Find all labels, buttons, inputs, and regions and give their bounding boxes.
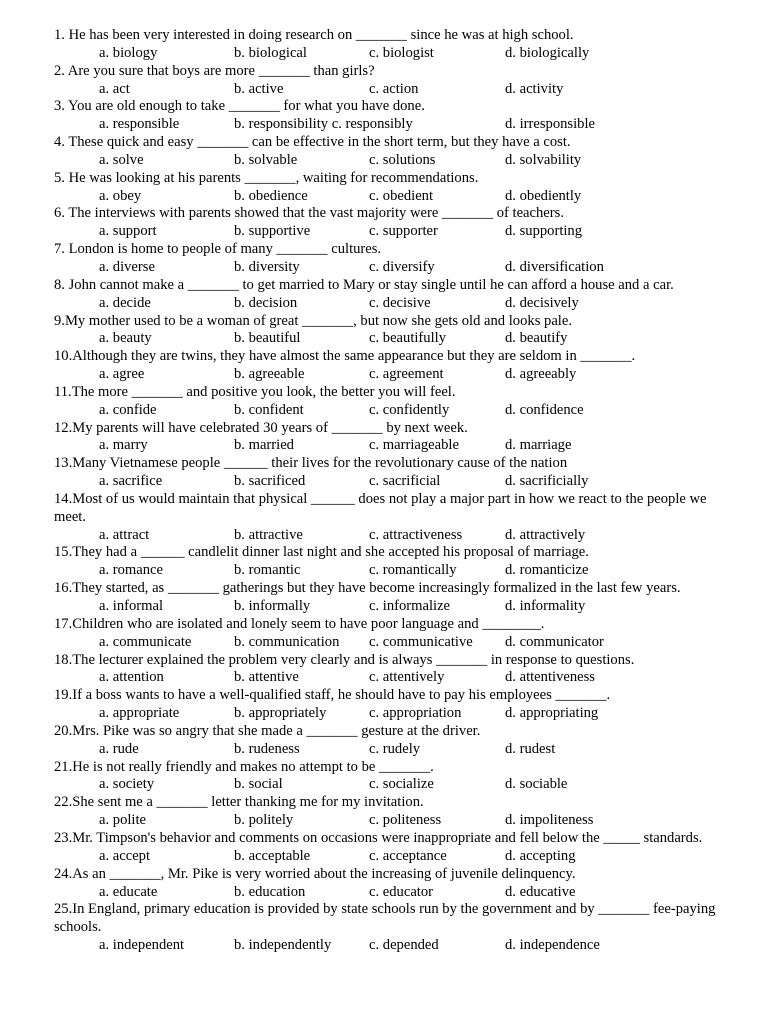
question-1 <box>54 27 734 63</box>
answer-options <box>54 366 734 384</box>
option-a: a. beauty <box>99 330 152 347</box>
option-a: a. diverse <box>99 258 155 275</box>
question-9 <box>54 313 734 349</box>
answer-options <box>54 741 734 759</box>
option-c: c. solutions <box>369 151 436 168</box>
question-10 <box>54 348 734 384</box>
option-d: d. appropriating <box>505 705 599 722</box>
option-a: a. marry <box>99 437 148 454</box>
option-a: a. rude <box>99 740 139 757</box>
option-b: b. solvable <box>234 151 298 168</box>
question-stem: 6. The interviews with parents showed that the vast majority were _______ of teachers. <box>54 205 564 222</box>
question-8 <box>54 277 734 313</box>
option-b: b. communication <box>234 633 340 650</box>
option-d: d. biologically <box>505 44 590 61</box>
question-16 <box>54 580 734 616</box>
question-14 <box>54 491 734 545</box>
question-stem: 17.Children who are isolated and lonely seem to have poor language and ________. <box>54 615 545 632</box>
option-c: c. supporter <box>369 223 438 240</box>
option-c: c. politeness <box>369 812 442 829</box>
option-c: c. socialize <box>369 776 434 793</box>
answer-options <box>54 669 734 687</box>
option-c: c. action <box>369 80 419 97</box>
option-c: c. attentively <box>369 669 445 686</box>
option-a: a. responsible <box>99 116 180 133</box>
option-d: d. marriage <box>505 437 572 454</box>
question-stem: 21.He is not really friendly and makes no attempt to be _______. <box>54 758 434 775</box>
option-d: d. agreeably <box>505 366 577 383</box>
answer-options <box>54 473 734 491</box>
question-stem: 15.They had a ______ candlelit dinner last night and she accepted his proposal of marriage. <box>54 544 589 561</box>
question-stem: 25.In England, primary education is provided by state schools run by the government and by _______ fee-paying schools. <box>54 901 720 936</box>
option-b: b. independently <box>234 937 332 954</box>
option-a: a. appropriate <box>99 705 180 722</box>
option-c: c. obedient <box>369 187 434 204</box>
answer-options <box>54 705 734 723</box>
question-stem: 11.The more _______ and positive you look, the better you will feel. <box>54 383 456 400</box>
option-c: c. diversify <box>369 258 435 275</box>
option-d: d. impoliteness <box>505 812 594 829</box>
option-d: d. sociable <box>505 776 568 793</box>
answer-options <box>54 812 734 830</box>
option-b: b. attractive <box>234 526 303 543</box>
option-b: b. sacrificed <box>234 473 306 490</box>
answer-options <box>54 223 734 241</box>
answer-options <box>54 45 734 63</box>
option-b: b. active <box>234 80 284 97</box>
answer-options <box>54 634 734 652</box>
option-c: c. attractiveness <box>369 526 463 543</box>
option-c: c. appropriation <box>369 705 462 722</box>
option-b: b. acceptable <box>234 847 311 864</box>
option-d: d. activity <box>505 80 564 97</box>
option-d: d. romanticize <box>505 562 589 579</box>
question-stem: 10.Although they are twins, they have almost the same appearance but they are seldom in _______. <box>54 348 636 365</box>
option-d: d. obediently <box>505 187 582 204</box>
question-4 <box>54 134 734 170</box>
question-17 <box>54 616 734 652</box>
question-2 <box>54 63 734 99</box>
option-b: b. married <box>234 437 294 454</box>
option-a: a. decide <box>99 294 151 311</box>
option-a: a. attention <box>99 669 164 686</box>
option-b: b. obedience <box>234 187 308 204</box>
option-c: c. informalize <box>369 598 451 614</box>
question-18 <box>54 652 734 688</box>
question-19 <box>54 687 734 723</box>
option-b: b. responsibility c. responsibly <box>234 116 413 133</box>
option-d: d. supporting <box>505 223 583 240</box>
answer-options <box>54 402 734 420</box>
option-a: a. sacrifice <box>99 473 163 490</box>
option-c: c. acceptance <box>369 847 447 864</box>
question-13 <box>54 455 734 491</box>
option-c: c. agreement <box>369 366 444 383</box>
option-a: a. confide <box>99 401 157 418</box>
answer-options <box>54 937 734 955</box>
option-d: d. sacrificially <box>505 473 589 490</box>
answer-options <box>54 884 734 902</box>
option-c: c. confidently <box>369 401 450 418</box>
option-a: a. biology <box>99 44 158 61</box>
question-stem: 2. Are you sure that boys are more _______ than girls? <box>54 62 375 79</box>
question-5 <box>54 170 734 206</box>
option-c: c. rudely <box>369 740 421 757</box>
option-a: a. agree <box>99 366 145 383</box>
option-b: b. agreeable <box>234 366 305 383</box>
option-d: d. decisively <box>505 294 579 311</box>
question-25 <box>54 901 734 955</box>
option-c: c. depended <box>369 937 439 954</box>
question-23 <box>54 830 734 866</box>
option-a: a. educate <box>99 883 158 900</box>
question-11 <box>54 384 734 420</box>
option-b: b. diversity <box>234 258 300 275</box>
answer-options <box>54 776 734 794</box>
answer-options <box>54 527 734 545</box>
option-c: c. romantically <box>369 562 457 579</box>
question-stem: 12.My parents will have celebrated 30 years of _______ by next week. <box>54 419 468 436</box>
option-b: b. biological <box>234 44 307 61</box>
option-b: b. politely <box>234 812 294 829</box>
option-d: d. irresponsible <box>505 116 595 133</box>
option-c: c. educator <box>369 883 434 900</box>
option-a: a. independent <box>99 937 185 954</box>
question-7 <box>54 241 734 277</box>
question-6 <box>54 205 734 241</box>
option-d: d. rudest <box>505 740 556 757</box>
question-12 <box>54 420 734 456</box>
option-b: b. education <box>234 883 306 900</box>
option-a: a. attract <box>99 526 150 543</box>
answer-options <box>54 848 734 866</box>
option-b: b. informally <box>234 598 311 614</box>
option-d: d. confidence <box>505 401 584 418</box>
question-stem: 19.If a boss wants to have a well-qualified staff, he should have to pay his employees _______. <box>54 687 611 704</box>
question-stem: 4. These quick and easy _______ can be effective in the short term, but they have a cost. <box>54 134 571 151</box>
option-d: d. educative <box>505 883 576 900</box>
option-b: b. confident <box>234 401 304 418</box>
answer-options <box>54 562 734 580</box>
option-d: d. communicator <box>505 633 604 650</box>
answer-options <box>54 437 734 455</box>
answer-options <box>54 116 734 134</box>
quiz-document <box>54 27 734 955</box>
option-a: a. communicate <box>99 633 192 650</box>
option-d: d. beautify <box>505 330 568 347</box>
question-stem: 7. London is home to people of many _______ cultures. <box>54 241 382 258</box>
answer-options <box>54 259 734 277</box>
option-b: b. attentive <box>234 669 299 686</box>
option-c: c. biologist <box>369 44 434 61</box>
option-a: a. act <box>99 80 130 97</box>
question-22 <box>54 794 734 830</box>
option-a: a. support <box>99 223 157 240</box>
answer-options <box>54 295 734 313</box>
option-a: a. informal <box>99 598 164 614</box>
option-b: b. appropriately <box>234 705 327 722</box>
option-c: c. marriageable <box>369 437 459 454</box>
option-b: b. social <box>234 776 283 793</box>
question-stem: 13.Many Vietnamese people ______ their lives for the revolutionary cause of the nation <box>54 455 568 472</box>
option-d: d. diversification <box>505 258 604 275</box>
question-stem: 5. He was looking at his parents _______, waiting for recommendations. <box>54 169 479 186</box>
option-d: d. accepting <box>505 847 576 864</box>
answer-options <box>54 330 734 348</box>
option-b: b. rudeness <box>234 740 300 757</box>
answer-options <box>54 152 734 170</box>
option-a: a. accept <box>99 847 151 864</box>
answer-options <box>54 188 734 206</box>
option-c: c. beautifully <box>369 330 446 347</box>
option-d: d. informality <box>505 598 586 614</box>
question-21 <box>54 759 734 795</box>
option-a: a. solve <box>99 151 144 168</box>
question-24 <box>54 866 734 902</box>
answer-options <box>54 81 734 99</box>
option-b: b. romantic <box>234 562 301 579</box>
question-stem: 23.Mr. Timpson's behavior and comments on occasions were inappropriate and fell below the _____ standards. <box>54 829 703 846</box>
option-d: d. solvability <box>505 151 582 168</box>
question-15 <box>54 544 734 580</box>
question-3 <box>54 98 734 134</box>
option-a: a. romance <box>99 562 164 579</box>
question-stem: 16.They started, as _______ gatherings but they have become increasingly formalized in the last few years. <box>54 580 681 597</box>
option-c: c. sacrificial <box>369 473 441 490</box>
option-b: b. beautiful <box>234 330 301 347</box>
option-c: c. decisive <box>369 294 431 311</box>
question-stem: 24.As an _______, Mr. Pike is very worried about the increasing of juvenile delinquency. <box>54 865 576 882</box>
question-stem: 1. He has been very interested in doing research on _______ since he was at high school. <box>54 27 574 43</box>
question-stem: 14.Most of us would maintain that physical ______ does not play a major part in how we react to the people we meet. <box>54 490 711 525</box>
question-stem: 22.She sent me a _______ letter thanking me for my invitation. <box>54 794 424 811</box>
question-stem: 20.Mrs. Pike was so angry that she made a _______ gesture at the driver. <box>54 722 481 739</box>
option-b: b. decision <box>234 294 298 311</box>
question-stem: 18.The lecturer explained the problem very clearly and is always _______ in response to questions. <box>54 651 635 668</box>
option-a: a. polite <box>99 812 147 829</box>
option-c: c. communicative <box>369 633 473 650</box>
answer-options <box>54 598 734 616</box>
option-d: d. attentiveness <box>505 669 595 686</box>
option-d: d. attractively <box>505 526 586 543</box>
option-a: a. society <box>99 776 155 793</box>
option-a: a. obey <box>99 187 142 204</box>
option-b: b. supportive <box>234 223 311 240</box>
option-d: d. independence <box>505 937 600 954</box>
question-stem: 3. You are old enough to take _______ for what you have done. <box>54 98 425 115</box>
question-20 <box>54 723 734 759</box>
question-stem: 8. John cannot make a _______ to get married to Mary or stay single until he can afford a house and a car. <box>54 276 674 293</box>
question-stem: 9.My mother used to be a woman of great _______, but now she gets old and looks pale. <box>54 312 572 329</box>
